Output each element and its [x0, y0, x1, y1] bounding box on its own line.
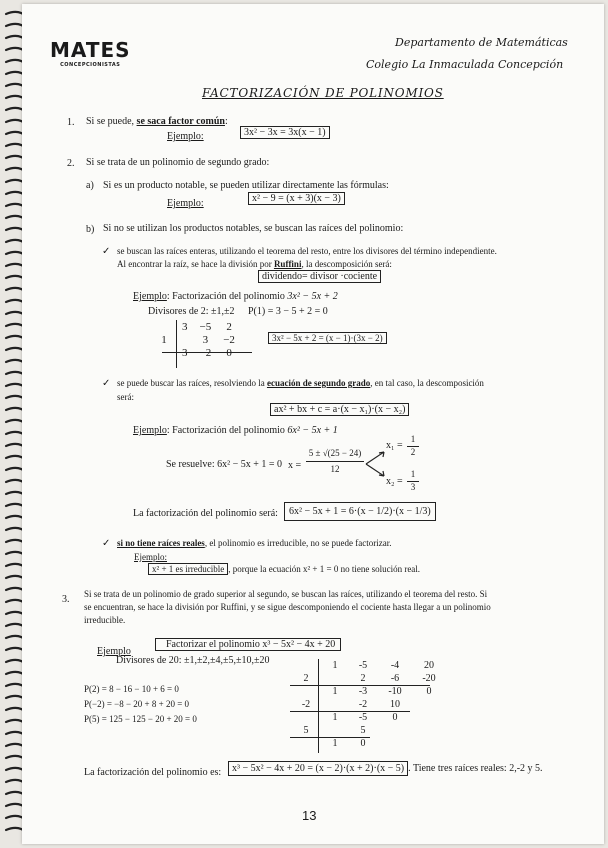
eval-pm2: P(−2) = −8 − 20 + 8 + 20 = 0 [84, 699, 190, 709]
mates-logo [50, 38, 131, 68]
page-number: 13 [302, 808, 317, 823]
quadratic-denominator: 12 [330, 464, 340, 474]
section-1-example-label: Ejemplo: [167, 131, 204, 142]
logo-main: MATES [50, 38, 131, 62]
section-3-line1: Si se trata de un polinomio de grado superior al segundo, se buscan las raíces, utilizando el teorema del resto. Si [84, 589, 488, 599]
section-2-text: Si se trata de un polinomio de segundo grado: [86, 157, 270, 168]
section-2b-text: Si no se utilizan los productos notables, se buscan las raíces del polinomio: [103, 223, 404, 234]
section-3-example-label: Ejemplo [97, 646, 131, 657]
branch-arrows-icon [364, 448, 388, 480]
check-icon: ✓ [102, 538, 111, 549]
final-formula: x³ − 5x² − 4x + 20 = (x − 2)·(x + 2)·(x − 5) . Tiene tres raíces reales: 2,-2 y 5. [228, 761, 543, 776]
example3-line: x² + 1 es irreducible , porque la ecuación x² + 1 = 0 no tiene solución real. [148, 563, 420, 575]
quadratic-numerator: 5 ± √(25 − 24) [308, 448, 362, 458]
example2-equation: Se resuelve: 6x² − 5x + 1 = 0 [166, 459, 283, 470]
check1-line1: se buscan las raíces enteras, utilizando el teorema del resto, entre los divisores del término independiente. [117, 246, 497, 256]
example1-p1: P(1) = 3 − 5 + 2 = 0 [248, 306, 328, 317]
ruffini-1-result: 3x² − 5x + 2 = (x − 1)·(3x − 2) [268, 332, 387, 344]
example2-title: Ejemplo: Factorización del polinomio 6x² − 5x + 1 [133, 425, 338, 436]
department-name: Departamento de Matemáticas [395, 36, 568, 49]
section-1-formula: 3x² − 3x = 3x(x − 1) [240, 126, 330, 139]
check-icon: ✓ [102, 246, 111, 257]
root-x2-den: 3 [410, 482, 416, 492]
ruffini-table-2: 1 -5 -4 20 2 2 -6 -20 1 -3 -10 0 -2 -2 10 1 -5 0 5 5 1 0 [301, 660, 436, 749]
section-3-line3: irreducible. [84, 615, 126, 625]
logo-sub: CONCEPCIONISTAS [60, 62, 121, 68]
root-x1-num: 1 [410, 434, 416, 444]
page-title: FACTORIZACIÓN DE POLINOMIOS [202, 86, 444, 100]
section-3-line2: se encuentran, se hace la división por Ruffini, y se sigue descomponiendo el cociente hasta llegar a un polinomio [84, 602, 491, 612]
ruffini-2-vertical-line [318, 659, 319, 753]
check-icon: ✓ [102, 378, 111, 389]
quadratic-x: x = [288, 460, 302, 471]
quadratic-fraction-bar [306, 461, 364, 462]
dividendo-formula: dividendo= divisor ·cociente [258, 270, 381, 283]
section-3-example-box: Factorizar el polinomio x³ − 5x² − 4x + 20 [155, 638, 341, 651]
factorization-formula: 6x² − 5x + 1 = 6·(x − 1/2)·(x − 1/3) [284, 502, 436, 521]
section-3-divisors: Divisores de 20: ±1,±2,±4,±5,±10,±20 [116, 655, 270, 666]
ruffini-1-vertical-line [176, 320, 177, 368]
ruffini-2-line-2 [290, 711, 410, 712]
section-2a-example-label: Ejemplo: [167, 198, 204, 209]
root-x1-label: x₁ = [386, 440, 403, 451]
ruffini-1-horizontal-line [162, 352, 252, 353]
check3-line: si no tiene raíces reales, el polinomio es irreducible, no se puede factorizar. [117, 538, 392, 548]
section-1-number: 1. [67, 117, 75, 128]
ruffini-2-line-3 [290, 737, 370, 738]
final-label: La factorización del polinomio es: [84, 767, 222, 778]
factorization-label: La factorización del polinomio será: [133, 508, 278, 519]
section-2a-label: a) [86, 180, 94, 191]
check1-line2: Al encontrar la raíz, se hace la división por Ruffini, la descomposición será: [117, 259, 392, 269]
section-2-number: 2. [67, 158, 75, 169]
section-2a-text: Si es un producto notable, se pueden utilizar directamente las fórmulas: [103, 180, 389, 191]
section-3-number: 3. [62, 594, 70, 605]
school-name: Colegio La Inmaculada Concepción [366, 58, 564, 71]
check2-line1: se puede buscar las raíces, resolviendo la ecuación de segundo grado, en tal caso, la descomposición [117, 378, 484, 388]
example1-title: Ejemplo: Factorización del polinomio 3x² − 5x + 2 [133, 291, 338, 302]
section-2a-formula: x² − 9 = (x + 3)(x − 3) [248, 192, 345, 205]
eval-p5: P(5) = 125 − 125 − 20 + 20 = 0 [84, 714, 197, 724]
example1-divisors: Divisores de 2: ±1,±2 [148, 306, 235, 317]
ruffini-2-line-1 [290, 685, 430, 686]
section-2b-label: b) [86, 224, 95, 235]
check2-line2: será: [117, 392, 134, 402]
general-formula: ax² + bx + c = a·(x − x₁)·(x − x₂) [270, 403, 409, 416]
ruffini-table-1: 3 −5 2 1 3 −2 3 −2 0 [161, 320, 235, 359]
section-1-text: Si se puede, se saca factor común: [86, 116, 228, 127]
example3-label: Ejemplo: [134, 552, 167, 562]
eval-p2: P(2) = 8 − 16 − 10 + 6 = 0 [84, 684, 179, 694]
root-x1-den: 2 [410, 447, 416, 457]
root-x2-label: x₂ = [386, 476, 403, 487]
root-x2-num: 1 [410, 469, 416, 479]
